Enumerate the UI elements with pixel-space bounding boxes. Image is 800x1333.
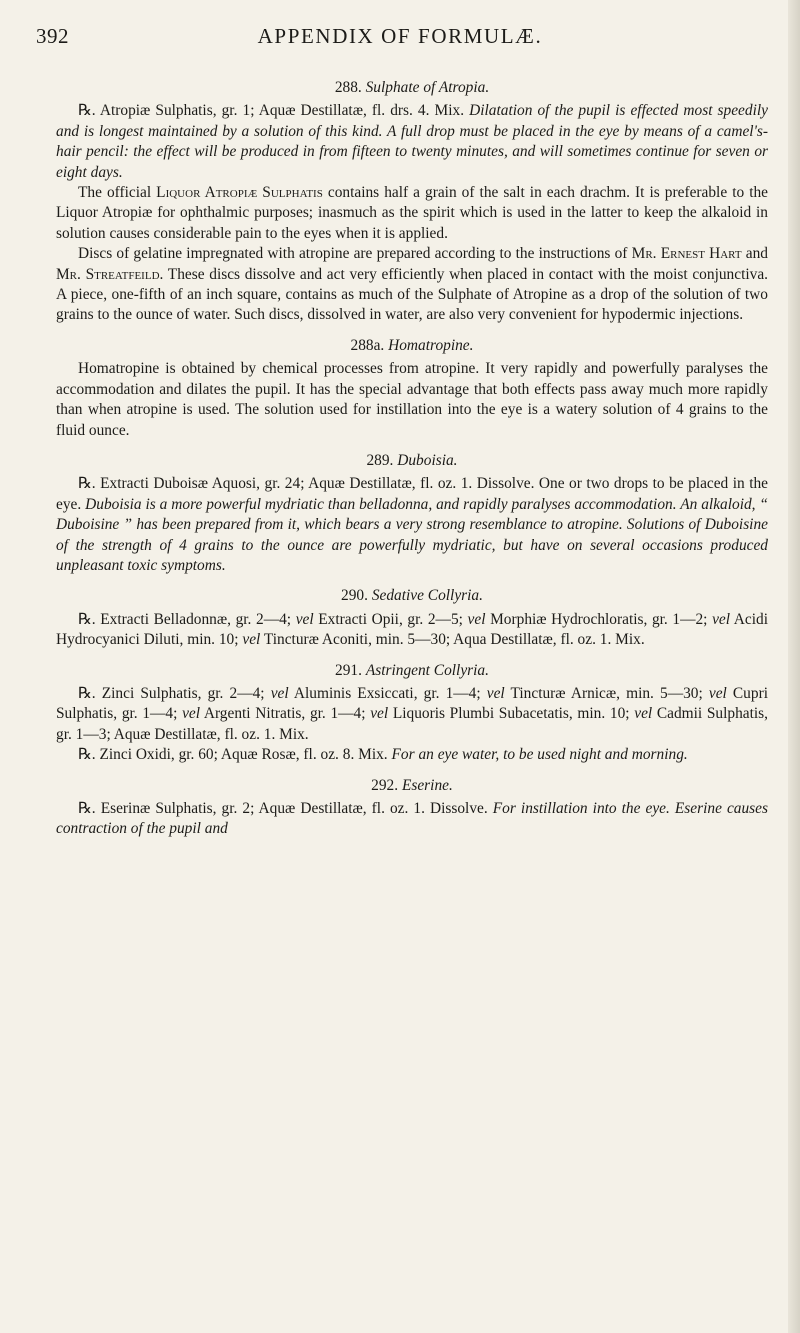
text-run: Morphiæ Hydrochloratis, gr. 1—2;	[485, 610, 713, 628]
alternative-word: vel	[370, 705, 389, 723]
alternative-word: vel	[295, 610, 314, 628]
prescription-290	[56, 610, 768, 651]
prescription-292	[56, 799, 768, 840]
page-body	[56, 74, 768, 840]
prescription-288	[56, 101, 768, 183]
prescription-text: ℞. Zinci Oxidi, gr. 60; Aquæ Rosæ, fl. oz. 8. Mix.	[78, 746, 388, 764]
text-run: The official	[78, 184, 157, 202]
spacer	[56, 651, 768, 657]
section-heading-292	[56, 776, 768, 796]
prescription-289	[56, 474, 768, 576]
text-run: Cupri Sulphatis, gr. 1—4;	[56, 684, 768, 723]
prescription-note: For instillation into the eye. Eserine causes contraction of the pupil and	[56, 800, 768, 838]
section-number: 288.	[334, 79, 362, 96]
section-title: Astringent Collyria.	[365, 661, 489, 679]
section-heading-288	[56, 78, 768, 98]
spacer	[56, 766, 768, 772]
paragraph-liquor-atropiae	[56, 183, 768, 244]
alternative-word: vel	[712, 610, 731, 628]
text-run: Argenti Nitratis, gr. 1—4;	[200, 705, 371, 723]
alternative-word: vel	[486, 684, 505, 702]
section-title: Duboisia.	[397, 451, 458, 469]
text-run: Aluminis Exsiccati, gr. 1—4;	[288, 684, 487, 702]
prescription-291-b	[56, 745, 768, 765]
text-run: Acidi Hydrocyanici Diluti, min. 10;	[56, 610, 768, 649]
spacer	[56, 576, 768, 582]
prescription-text: ℞. Atropiæ Sulphatis, gr. 1; Aquæ Destillatæ, fl. drs. 4. Mix.	[78, 102, 465, 120]
section-title: Eserine.	[401, 776, 453, 794]
paragraph-gelatine-discs	[56, 244, 768, 326]
person-name: Mr. Ernest Hart	[631, 245, 742, 263]
text-run: These discs dissolve and act very efficiently when placed in contact with the moist conjunctiva. A piece, one-fifth of an inch square, contains as much of the Sulphate of Atropine as a drop of the solution of two grains to the ounce of water. Such discs, dissolved in water, are also very convenient for hypodermic injections.	[56, 265, 768, 324]
section-title: Sulphate of Atropia.	[365, 79, 490, 96]
text-run: and	[741, 245, 769, 263]
section-number: 291.	[335, 661, 362, 679]
text-run: Tincturæ Aconiti, min. 5—30; Aqua Destillatæ, fl. oz. 1. Mix.	[260, 631, 645, 649]
prescription-291-a	[56, 684, 768, 745]
page-edge-shadow	[788, 0, 800, 1333]
preparation-name: Liquor Atropiæ Sulphatis	[156, 184, 323, 202]
section-number: 292.	[371, 776, 399, 794]
prescription-note: Dilatation of the pupil is effected most speedily and is longest maintained by a solution of this kind. A full drop must be placed in the eye by means of a camel's-hair pencil: the effect will be produced in from fifteen to twenty minutes, and will sometimes continue for seven or eight days.	[56, 102, 768, 181]
alternative-word: vel	[467, 610, 486, 628]
section-number: 290.	[341, 587, 368, 605]
section-heading-291	[56, 661, 768, 681]
text-run: Liquoris Plumbi Subacetatis, min. 10;	[388, 705, 635, 723]
alternative-word: vel	[708, 684, 727, 702]
section-title: Sedative Collyria.	[371, 587, 483, 605]
alternative-word: vel	[270, 684, 289, 702]
page-number: 392	[36, 24, 69, 48]
prescription-note: Duboisia is a more powerful mydriatic than belladonna, and rapidly paralyses accommodation. An alkaloid, “ Duboisine ” has been prepared from it, which bears a very strong resemblance to atropine. Solutions of Duboisine of the strength of 4 grains to the ounce are powerfully mydriatic, but have on several occasions produced unpleasant toxic symptoms.	[56, 495, 768, 574]
section-number: 289.	[366, 451, 394, 469]
text-run: Discs of gelatine impregnated with atropine are prepared according to the instructions of	[78, 245, 632, 263]
text-run: Cadmii Sulphatis, gr. 1—3; Aquæ Destillatæ, fl. oz. 1. Mix.	[56, 705, 768, 743]
section-title: Homatropine.	[388, 336, 474, 354]
text-run: ℞. Extracti Belladonnæ, gr. 2—4;	[78, 610, 296, 628]
alternative-word: vel	[182, 705, 201, 723]
prescription-text: ℞. Extracti Duboisæ Aquosi, gr. 24; Aquæ Destillatæ, fl. oz. 1. Dissolve. One or two drops to be placed in the eye.	[56, 475, 768, 513]
running-head	[0, 14, 780, 54]
paragraph-homatropine: Homatropine is obtained by chemical processes from atropine. It very rapidly and powerfully paralyses the accommodation and dilates the pupil. It has the special advantage that both effects pass away much more rapidly than when atropine is used. The solution used for instillation into the eye is a watery solution of 4 grains to the fluid ounce.	[56, 360, 768, 439]
person-name: Mr. Streatfeild.	[56, 265, 164, 283]
text-run: contains half a grain of the salt in each drachm. It is preferable to the Liquor Atropiæ for ophthalmic purposes; inasmuch as the spirit which is used in the latter to keep the alkaloid in solution causes considerable pain to the eyes when it is applied.	[56, 184, 769, 242]
section-heading-290	[56, 586, 768, 606]
section-heading-288a	[56, 336, 768, 356]
spacer	[56, 441, 768, 447]
text-run: ℞. Zinci Sulphatis, gr. 2—4;	[78, 684, 271, 702]
section-number: 288a.	[350, 336, 385, 354]
prescription-note: For an eye water, to be used night and morning.	[391, 746, 688, 764]
section-heading-289	[56, 451, 768, 471]
prescription-text: ℞. Eserinæ Sulphatis, gr. 2; Aquæ Destillatæ, fl. oz. 1. Dissolve.	[78, 800, 488, 817]
alternative-word: vel	[242, 631, 261, 649]
alternative-word: vel	[634, 705, 653, 723]
text-run: Extracti Opii, gr. 2—5;	[313, 610, 468, 628]
spacer	[56, 326, 768, 332]
text-run: Tincturæ Arnicæ, min. 5—30;	[504, 684, 709, 702]
running-title: APPENDIX OF FORMULÆ.	[257, 24, 543, 48]
